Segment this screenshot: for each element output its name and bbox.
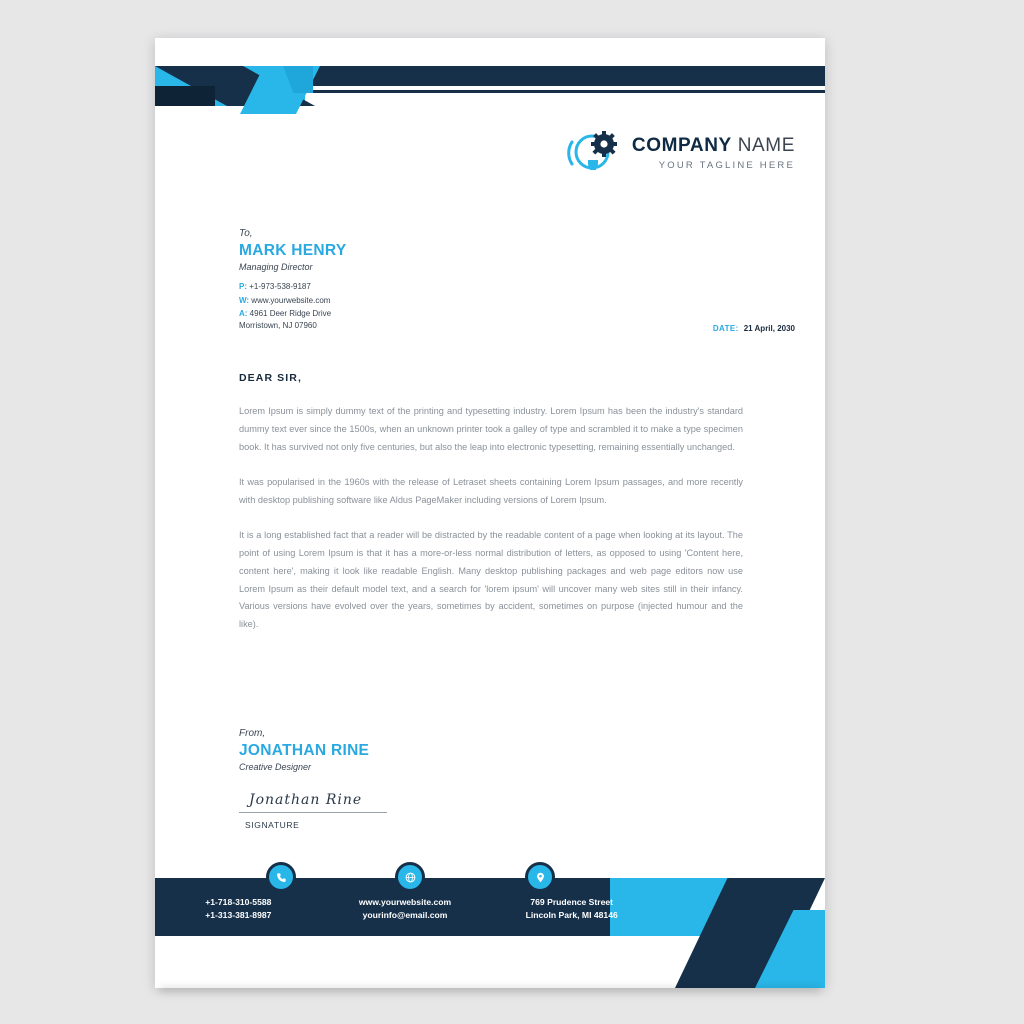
recipient-phone xyxy=(239,281,469,293)
footer-line: www.yourwebsite.com xyxy=(358,897,452,907)
sender-role: Creative Designer xyxy=(239,762,312,772)
recipient-role: Managing Director xyxy=(239,262,313,272)
recipient-address xyxy=(239,308,469,331)
date-value: 21 April, 2030 xyxy=(743,324,795,333)
company-tagline: YOUR TAGLINE HERE xyxy=(658,159,795,171)
footer-line: Lincoln Park, MI 48146 xyxy=(525,910,618,921)
footer-line: +1-313-381-8987 xyxy=(205,910,272,921)
company-logo xyxy=(566,130,795,174)
sender-label: From, xyxy=(239,728,266,739)
signature-script: Jonathan Rine xyxy=(249,792,363,808)
company-name-light: NAME xyxy=(731,134,795,156)
phone-key: P: xyxy=(239,282,247,291)
body-paragraph: It was popularised in the 1960s with the release of Letraset sheets containing Lorem Ipsum passages, and more recently with desktop publishing software like Aldus PageMaker including versions of Lorem Ipsum. xyxy=(239,476,743,505)
body-paragraph: It is a long established fact that a reader will be distracted by the readable content of a page when looking at its layout. The point of using Lorem Ipsum is that it has a more-or-less normal distribution of letters, as opposed to using 'Content here, content here', making it look like readable English. Many desktop publishing packages and web page editors now use Lorem Ipsum as their default model text, and a search for 'lorem ipsum' will uncover many web sites still in their infancy. Various versions have evolved over the years, sometimes by accident, sometimes on purpose (injected humour and the like). xyxy=(239,529,743,630)
web-key: W: xyxy=(239,295,250,305)
footer-column xyxy=(155,878,322,936)
footer-column xyxy=(488,878,655,936)
lightbulb-gear-icon xyxy=(566,130,624,174)
letterhead-page xyxy=(155,38,825,988)
address-line-1: 4961 Deer Ridge Drive xyxy=(247,309,332,319)
footer-line: +1-718-310-5588 xyxy=(205,897,272,907)
page-shadow xyxy=(160,985,820,993)
date-row xyxy=(713,324,795,333)
footer-line: 769 Prudence Street xyxy=(530,897,613,907)
recipient-website xyxy=(239,295,469,307)
footer-column xyxy=(322,878,489,936)
address-key: A: xyxy=(239,309,248,319)
sender-block xyxy=(239,728,499,830)
header-dark-tail xyxy=(155,86,215,106)
phone-value: +1-973-538-9187 xyxy=(247,282,311,291)
footer-line: yourinfo@email.com xyxy=(362,910,448,921)
logo-text xyxy=(632,134,795,171)
address-line-2: Morristown, NJ 07960 xyxy=(239,320,317,330)
web-value: www.yourwebsite.com xyxy=(249,295,331,305)
signature-label: SIGNATURE xyxy=(245,820,300,830)
sender-name: JONATHAN RINE xyxy=(239,742,370,759)
recipient-label: To, xyxy=(239,228,253,239)
date-label: DATE: xyxy=(712,324,739,333)
letter-body xyxy=(239,403,743,651)
footer-columns xyxy=(155,878,655,936)
signature-rule xyxy=(239,812,387,813)
body-paragraph: Lorem Ipsum is simply dummy text of the printing and typesetting industry. Lorem Ipsum has been the industry's standard dummy text ever since the 1500s, when an unknown printer took a galley of type and scrambled it to make a type specimen book. It has survived not only five centuries, but also the leap into electronic typesetting, remaining essentially unchanged. xyxy=(239,406,743,452)
company-name-bold: COMPANY xyxy=(631,134,732,156)
recipient-name: MARK HENRY xyxy=(239,242,347,259)
salutation: DEAR SIR, xyxy=(239,372,302,384)
recipient-block xyxy=(239,228,469,333)
company-name xyxy=(632,136,795,155)
